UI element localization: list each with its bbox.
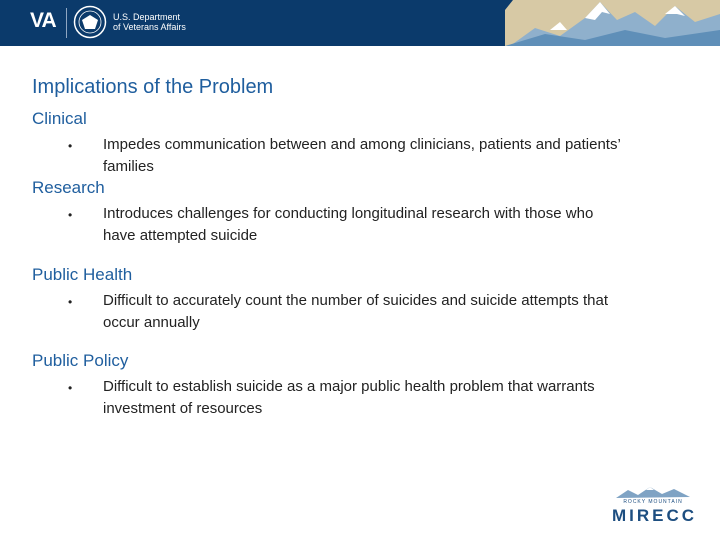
section-heading-research: Research [32, 178, 105, 197]
bullet-text-research [103, 203, 693, 247]
slide-title: Implications of the Problem [32, 76, 274, 98]
bullet-marker: • [68, 295, 73, 309]
bullet-line: have attempted suicide [103, 227, 258, 244]
section-heading-public-health: Public Health [32, 265, 133, 284]
mirecc-name: MIRECC [612, 506, 698, 525]
bullet-text-public-policy [103, 376, 693, 420]
bullet-marker: • [68, 381, 73, 395]
mountain-banner-image [505, 0, 720, 46]
bullet-line: Difficult to accurately count the number of suicides and suicide attempts that [103, 292, 608, 309]
bullet-marker: • [68, 208, 73, 222]
section-heading-public-policy: Public Policy [32, 351, 129, 370]
bullet-marker: • [68, 139, 73, 153]
bullet-line: investment of resources [103, 400, 263, 417]
bullet-text-public-health [103, 290, 693, 334]
bullet-line: Introduces challenges for conducting longitudinal research with those who [103, 205, 594, 222]
header-banner [0, 0, 720, 46]
department-name [113, 12, 186, 32]
bullet-line: families [103, 158, 154, 175]
section-heading-clinical: Clinical [32, 109, 87, 128]
bullet-line: occur annually [103, 314, 200, 331]
department-line-1: U.S. Department [113, 12, 181, 22]
department-line-2: of Veterans Affairs [113, 22, 186, 32]
va-seal-icon [73, 5, 107, 39]
bullet-line: Impedes communication between and among clinicians, patients and patients’ [103, 136, 621, 153]
mirecc-subtitle: ROCKY MOUNTAIN [623, 499, 683, 505]
bullet-line: Difficult to establish suicide as a major public health problem that warrants [103, 378, 595, 395]
logo-divider [66, 8, 67, 38]
bullet-text-clinical [103, 134, 693, 178]
va-logo: VA [30, 9, 56, 32]
